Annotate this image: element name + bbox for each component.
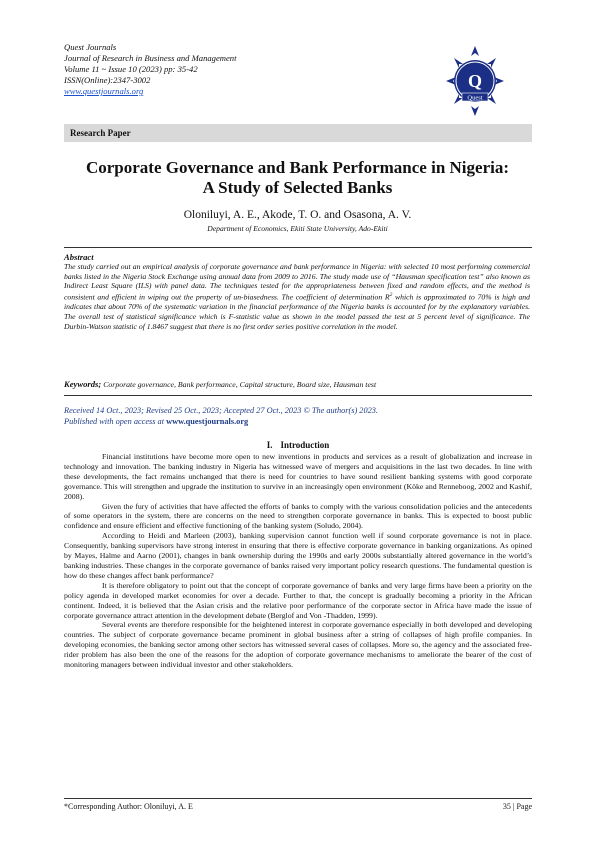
- abstract-body: [64, 262, 530, 331]
- journal-issn: ISSN(Online):2347-3002: [64, 75, 151, 85]
- footer-divider: [64, 798, 532, 799]
- section-heading: [64, 440, 532, 450]
- paragraph: Several events are therefore responsible for the heightened interest in corporate governance especially in both developed and developing countries. The subject of corporate governance became prominent in global business after a string of collapses of high profile companies. In developing economies, the banking sector among other sectors has witnessed several cases of collapses. More so, the agency and the associated free-rider problem has also been the one of the reasons for the adoption of corporate governance mechanisms to ameliorate the bearer of the cost of monitoring managers between individual investor and other stakeholders.: [64, 620, 532, 670]
- keywords-text: Corporate governance, Bank performance, Capital structure, Board size, Hausman test: [101, 380, 377, 389]
- dates-line-2: [64, 416, 530, 427]
- abstract-heading: Abstract: [64, 252, 94, 262]
- journal-volume: Volume 11 ~ Issue 10 (2023) pp: 35-42: [64, 64, 198, 74]
- keywords: [64, 379, 530, 390]
- paragraph: According to Heidi and Marleen (2003), banking supervision cannot function well if sound corporate governance is not in place. Consequently, banking supervisors have strong interest in ensuring that there is effective corporate governance in banking organizations. As opined by Mayes, Halme and Aarno (2001), changes in bank ownership during the 1990s and early 2000s substantially altered governance in the world’s banking industries. These changes in the corporate governance of banks raised very important policy research questions. The fundamental question is how do these changes affect bank performance?: [64, 531, 532, 580]
- dates-line-1: Received 14 Oct., 2023; Revised 25 Oct., 2023; Accepted 27 Oct., 2023 © The author(s) 2023.: [64, 406, 378, 415]
- title-line-2: A Study of Selected Banks: [202, 178, 393, 197]
- section-title: Introduction: [280, 440, 330, 450]
- journal-website-link[interactable]: www.questjournals.org: [64, 86, 144, 96]
- divider-top: [64, 247, 532, 248]
- author-list: Oloniluyi, A. E., Akode, T. O. and Osasona, A. V.: [183, 209, 412, 221]
- section-number: I.: [266, 440, 273, 450]
- paragraph: Given the fury of activities that have affected the efforts of banks to comply with the various consolidation policies and the antecedents of some operators in the system, there are concerns on the need to strengthen corporate governance in banks. This is expected to boost public confidence and ensure efficient and effective functioning of the banking system (Soludo, 2004).: [64, 501, 532, 531]
- journal-publisher: Quest Journals: [64, 42, 117, 52]
- published-prefix: Published with open access at: [64, 417, 167, 426]
- paper-title: [40, 158, 555, 198]
- journal-header: [64, 42, 444, 97]
- journal-name: Journal of Research in Business and Management: [64, 53, 237, 63]
- published-link[interactable]: www.questjournals.org: [166, 417, 249, 426]
- abstract-text-part-1: The study carried out an empirical analysis of corporate governance and bank performance in Nigeria: with selected 10 most performing commercial banks listed in the Nigeria Stock Exchange using annual data from 2009 to 2016. The study made use of “Hausman specification test” also known as Indirect Least Square (ILS) with panel data. The techniques tested for the appropriateness between fixed and random effects, and the method is consistent and efficient in wiping out the property of un-biasedness. The coefficient of determination R: [64, 262, 530, 302]
- introduction-body: [64, 452, 532, 670]
- logo-letter: Q: [467, 71, 483, 91]
- abstract-text-part-2: which is approximated to 70% is high and indicates that about 70% of the systematic variation in the financial performance of the Nigeria banks is accounted for by the explanatory variables. The overall test of statistical significance which is F-statistic value as shown in the model passed the test at 5 percent level of significance. The Durbin-Watson statistic of 1.8467 suggest that there is no first order series positive correlation in the model.: [64, 292, 530, 331]
- author-affiliation: Department of Economics, Ekiti State University, Ado-Ekiti: [207, 224, 388, 233]
- divider-bottom: [64, 395, 532, 396]
- paragraph: It is therefore obligatory to point out that the concept of corporate governance of banks and very large firms have been a priority on the policy agenda in developed market economies for over a decade. Further to that, the concept is gradually becoming a priority in the African continent. Indeed, it is believed that the Asian crisis and the relative poor performance of the corporate sector in Africa have made the issue of corporate governance attract attention in the development debate (Berglof and Von -Thadden, 1999).: [64, 580, 532, 620]
- title-line-1: Corporate Governance and Bank Performance in Nigeria:: [85, 158, 510, 177]
- logo-text: Quest: [467, 94, 483, 102]
- corresponding-author: *Corresponding Author: Oloniluyi, A. E: [64, 802, 193, 811]
- keywords-label: Keywords;: [64, 379, 102, 389]
- paragraph: Financial institutions have become more open to new inventions in products and services as a result of globalization and increase in technology and innovation. The banking industry in Nigeria has witnessed wave of mergers and acquisitions in the last two decades. In line with these developments, the fact remains unchanged that there is need for countries to have sound resilient banking systems with good corporate governance. This will strengthen and upgrade the institution to survive in an increasingly open environment (Köke and Renneboog, 2002 and Kashif, 2008).: [64, 452, 532, 501]
- page-number: 35 | Page: [502, 802, 532, 811]
- paper-type-label: Research Paper: [64, 124, 532, 142]
- quest-journals-logo: [444, 44, 506, 118]
- publication-dates: [64, 405, 530, 427]
- abstract-superscript: 2: [389, 292, 393, 299]
